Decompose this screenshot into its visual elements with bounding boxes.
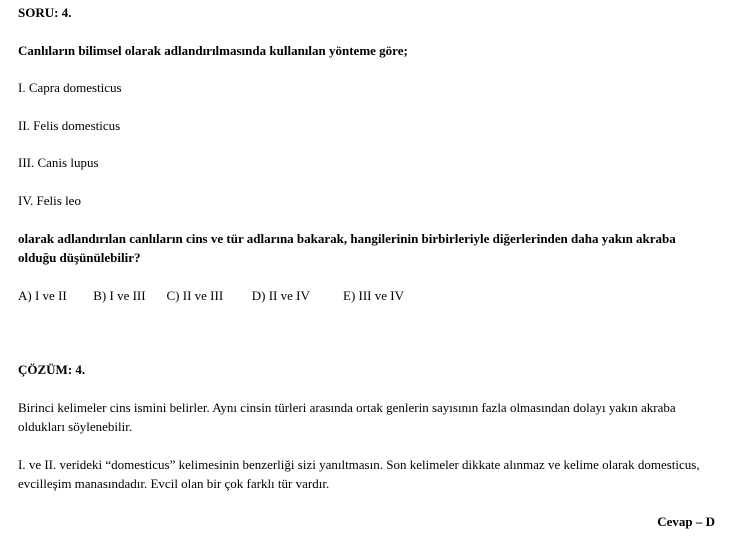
answer-choices — [18, 286, 404, 305]
question-prompt: Canlıların bilimsel olarak adlandırılmasında kullanılan yönteme göre; — [18, 43, 408, 58]
item-1: I. Capra domesticus — [18, 80, 122, 95]
solution-paragraph-2: I. ve II. verideki “domesticus” kelimesinin benzerliği sizi yanıltmasın. Son kelimeler dikkate alınmaz ve kelime olarak domesticus, evcilleşim manasındadır. Evcil olan bir çok farklı tür vardır. — [18, 457, 700, 491]
choice-c[interactable]: C) II ve III — [166, 288, 224, 303]
choice-e[interactable]: E) III ve IV — [343, 288, 404, 303]
solution-paragraph-1: Birinci kelimeler cins ismini belirler. Aynı cinsin türleri arasında ortak genlerin sayısının fazla olmasından dolayı yakın akraba oldukları söylenebilir. — [18, 400, 676, 434]
item-4: IV. Felis leo — [18, 193, 81, 208]
answer-label: Cevap – D — [657, 514, 715, 529]
choice-b[interactable]: B) I ve III — [93, 288, 146, 303]
solution-title: ÇÖZÜM: 4. — [18, 362, 86, 377]
choice-d[interactable]: D) II ve IV — [251, 288, 310, 303]
question-text: olarak adlandırılan canlıların cins ve tür adlarına bakarak, hangilerinin birbirleriyle diğerlerinden daha yakın akraba olduğu düşünülebilir? — [18, 231, 676, 265]
item-3: III. Canis lupus — [18, 155, 99, 170]
item-2: II. Felis domesticus — [18, 118, 121, 133]
question-title: SORU: 4. — [18, 5, 72, 20]
choice-a[interactable]: A) I ve II — [18, 288, 67, 303]
